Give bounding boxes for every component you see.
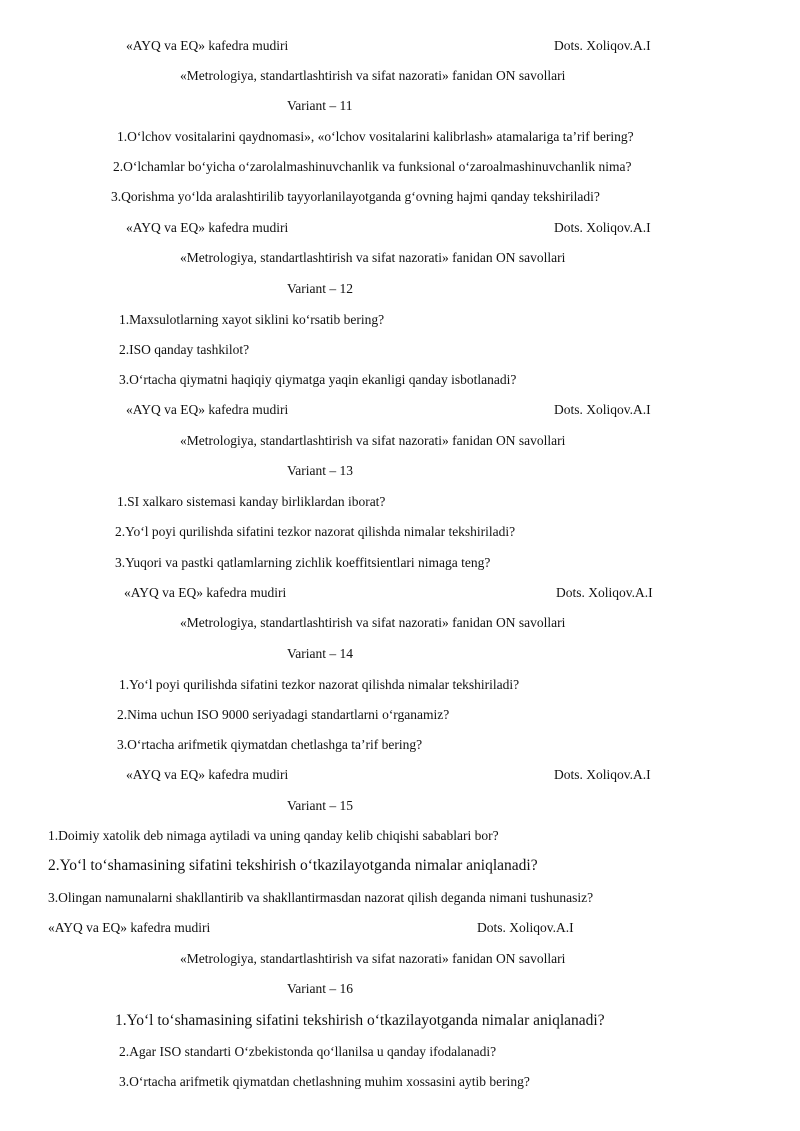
subject-title: «Metrologiya, standartlashtirish va sifat nazorati» fanidan ON savollari bbox=[180, 68, 566, 83]
variant-heading: Variant – 11 bbox=[287, 98, 353, 113]
department-head-label: «AYQ va EQ» kafedra mudiri bbox=[126, 402, 289, 417]
question-3: 3.Yuqori va pastki qatlamlarning zichlik koeffitsientlari nimaga teng? bbox=[115, 555, 491, 570]
subject-title: «Metrologiya, standartlashtirish va sifat nazorati» fanidan ON savollari bbox=[180, 951, 566, 966]
question-2: 2.ISO qanday tashkilot? bbox=[119, 342, 250, 357]
question-3: 3.O‘rtacha arifmetik qiymatdan chetlashga ta’rif bering? bbox=[117, 737, 423, 752]
question-2: 2.O‘lchamlar bo‘yicha o‘zarolalmashinuvchanlik va funksional o‘zaroalmashinuvchanlik nima? bbox=[113, 159, 632, 174]
question-1: 1.SI xalkaro sistemasi kanday birliklardan iborat? bbox=[117, 494, 386, 509]
signatory-name: Dots. Xoliqov.A.I bbox=[477, 920, 574, 935]
variant-heading: Variant – 12 bbox=[287, 281, 353, 296]
question-2: 2.Nima uchun ISO 9000 seriyadagi standartlarni o‘rganamiz? bbox=[117, 707, 450, 722]
signatory-name: Dots. Xoliqov.A.I bbox=[554, 402, 651, 417]
subject-title: «Metrologiya, standartlashtirish va sifat nazorati» fanidan ON savollari bbox=[180, 433, 566, 448]
signatory-name: Dots. Xoliqov.A.I bbox=[556, 585, 653, 600]
department-head-label: «AYQ va EQ» kafedra mudiri bbox=[48, 920, 211, 935]
department-head-label: «AYQ va EQ» kafedra mudiri bbox=[126, 38, 289, 53]
signatory-name: Dots. Xoliqov.A.I bbox=[554, 767, 651, 782]
variant-heading: Variant – 13 bbox=[287, 463, 353, 478]
question-1: 1.Maxsulotlarning xayot siklini ko‘rsatib bering? bbox=[119, 312, 385, 327]
question-3: 3.O‘rtacha arifmetik qiymatdan chetlashning muhim xossasini aytib bering? bbox=[119, 1074, 530, 1089]
question-1: 1.Yo‘l to‘shamasining sifatini tekshirish o‘tkazilayotganda nimalar aniqlanadi? bbox=[115, 1012, 605, 1029]
question-2: 2.Yo‘l poyi qurilishda sifatini tezkor nazorat qilishda nimalar tekshiriladi? bbox=[115, 524, 516, 539]
question-3: 3.Olingan namunalarni shakllantirib va shakllantirmasdan nazorat qilish deganda nimani tushunasiz? bbox=[48, 890, 594, 905]
question-2: 2.Agar ISO standarti O‘zbekistonda qo‘llanilsa u qanday ifodalanadi? bbox=[119, 1044, 497, 1059]
subject-title: «Metrologiya, standartlashtirish va sifat nazorati» fanidan ON savollari bbox=[180, 250, 566, 265]
department-head-label: «AYQ va EQ» kafedra mudiri bbox=[126, 767, 289, 782]
signatory-name: Dots. Xoliqov.A.I bbox=[554, 38, 651, 53]
variant-heading: Variant – 14 bbox=[287, 646, 353, 661]
question-1: 1.Yo‘l poyi qurilishda sifatini tezkor nazorat qilishda nimalar tekshiriladi? bbox=[119, 677, 520, 692]
question-1: 1.Doimiy xatolik deb nimaga aytiladi va uning qanday kelib chiqishi sabablari bor? bbox=[48, 828, 499, 843]
question-3: 3.O‘rtacha qiymatni haqiqiy qiymatga yaqin ekanligi qanday isbotlanadi? bbox=[119, 372, 517, 387]
subject-title: «Metrologiya, standartlashtirish va sifat nazorati» fanidan ON savollari bbox=[180, 615, 566, 630]
question-1: 1.O‘lchov vositalarini qaydnomasi», «o‘lchov vositalarini kalibrlash» atamalariga ta’rif bering? bbox=[117, 129, 634, 144]
variant-heading: Variant – 16 bbox=[287, 981, 353, 996]
department-head-label: «AYQ va EQ» kafedra mudiri bbox=[124, 585, 287, 600]
signatory-name: Dots. Xoliqov.A.I bbox=[554, 220, 651, 235]
variant-heading: Variant – 15 bbox=[287, 798, 353, 813]
department-head-label: «AYQ va EQ» kafedra mudiri bbox=[126, 220, 289, 235]
question-2: 2.Yo‘l to‘shamasining sifatini tekshirish o‘tkazilayotganda nimalar aniqlanadi? bbox=[48, 857, 538, 874]
question-3: 3.Qorishma yo‘lda aralashtirilib tayyorlanilayotganda g‘ovning hajmi qanday tekshiriladi? bbox=[111, 189, 600, 204]
